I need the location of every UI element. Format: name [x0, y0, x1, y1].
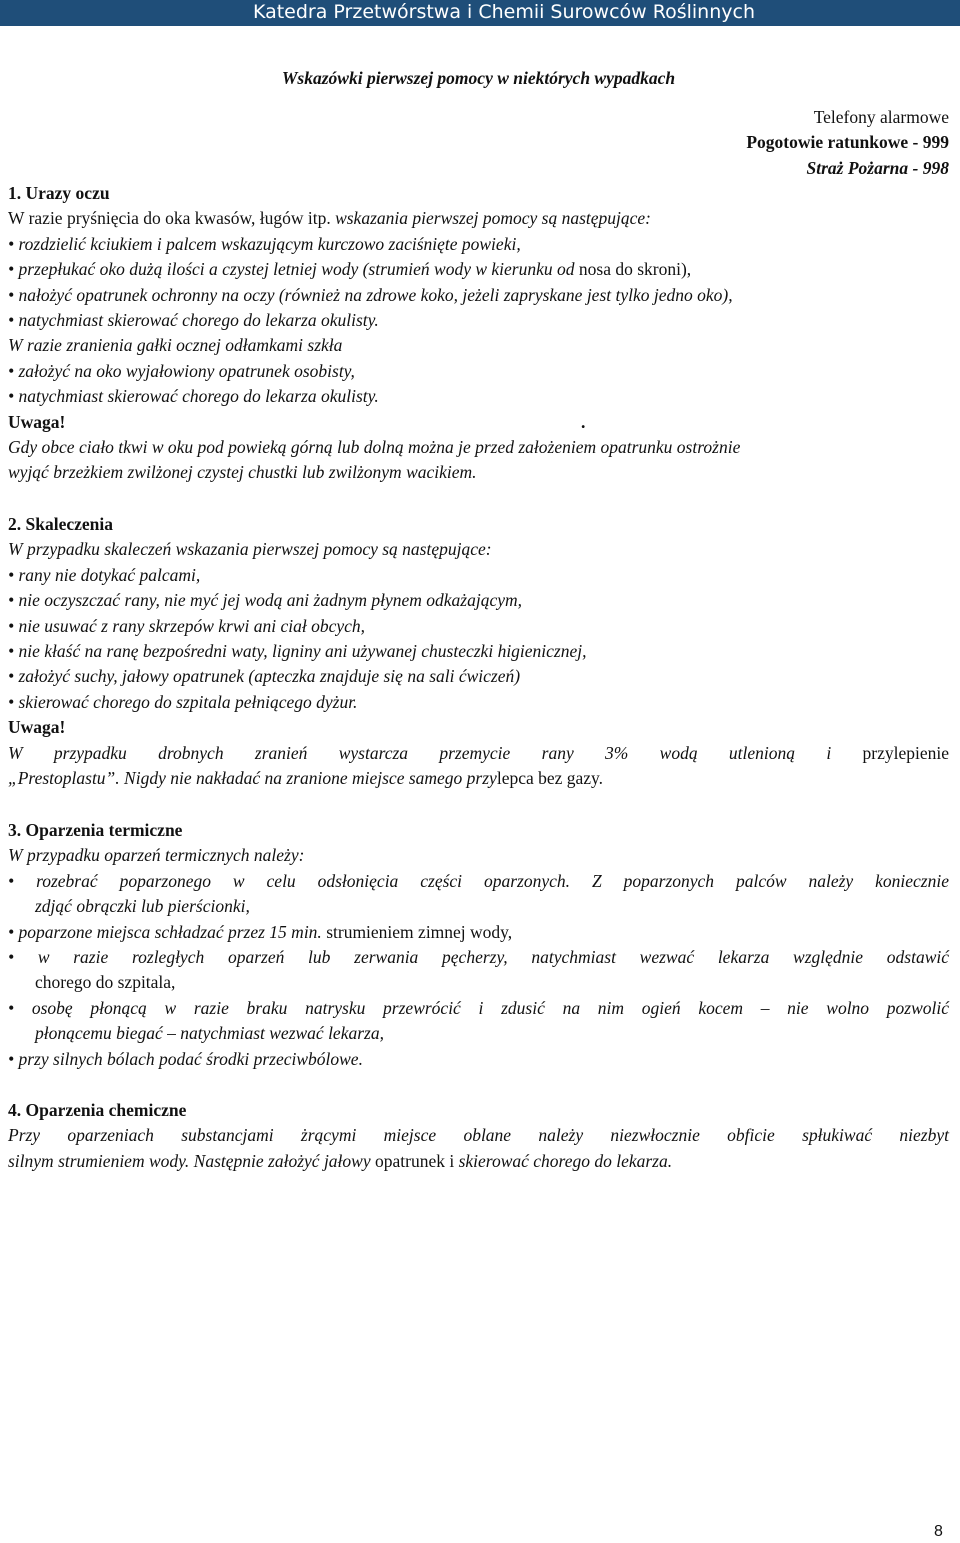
section-heading: 1. Urazy oczu — [8, 183, 110, 203]
list-item: • natychmiast skierować chorego do lekarza okulisty. — [8, 309, 379, 330]
list-item: • nie usuwać z rany skrzepów krwi ani ciał obcych, — [8, 615, 366, 636]
phone-ambulance: Pogotowie ratunkowe - 999 — [746, 132, 949, 153]
text-run: nosa do skroni), — [574, 259, 692, 280]
paragraph: Gdy obce ciało tkwi w oku pod powieką górną lub dolną można je przed założeniem opatrunku ostrożnie — [8, 436, 741, 457]
paragraph — [8, 766, 949, 791]
text-run: przylepienie — [831, 742, 950, 763]
paragraph: W razie zranienia gałki ocznej odłamkami szkła — [8, 335, 343, 356]
section-chemical-burns — [8, 1098, 949, 1174]
list-item: • natychmiast skierować chorego do lekarza okulisty. — [8, 386, 379, 407]
text-run: Uwaga! — [8, 411, 66, 432]
paragraph — [8, 206, 949, 231]
warning-label — [8, 410, 949, 435]
list-item-continuation: płonącemu biegać – natychmiast wezwać lekarza, — [35, 1023, 384, 1044]
page-header — [0, 0, 960, 26]
list-item: • założyć na oko wyjałowiony opatrunek osobisty, — [8, 360, 355, 381]
list-item: • osobę płonącą w razie braku natrysku przewrócić i zdusić na nim ogień kocem – nie wolno pozwolić — [8, 997, 949, 1018]
paragraph — [8, 741, 949, 766]
phone-fire: Straż Pożarna - 998 — [806, 157, 949, 178]
paragraph — [8, 1149, 949, 1174]
header-title: Katedra Przetwórstwa i Chemii Surowców Roślinnych — [252, 1, 755, 23]
list-item — [8, 920, 949, 945]
list-item: • przy silnych bólach podać środki przeciwbólowe. — [8, 1048, 363, 1069]
list-item: • założyć suchy, jałowy opatrunek (apteczka znajduje się na sali ćwiczeń) — [8, 666, 521, 687]
text-run: strumieniem zimnej wody, — [321, 921, 513, 942]
text-run: Skaleczenia — [21, 514, 113, 534]
paragraph: wyjąć brzeżkiem zwilżonej czystej chustki lub zwilżonym wacikiem. — [8, 462, 477, 483]
list-item-continuation: chorego do szpitala, — [35, 972, 176, 993]
list-item-continuation: zdjąć obrączki lub pierścionki, — [35, 896, 250, 917]
list-item: • nie oczyszczać rany, nie myć jej wodą ani żadnym płynem odkażającym, — [8, 590, 522, 611]
text-run: wskazania pierwszej pomocy są następujące: — [330, 208, 652, 229]
section-heading: 3. Oparzenia termiczne — [8, 820, 183, 840]
text-run: „Prestoplastu”. Nigdy nie nakładać na zranione miejsce samego przy — [8, 767, 497, 788]
phones-heading: Telefony alarmowe — [813, 107, 949, 127]
text-run: W przypadku drobnych zranień wystarcza przemycie rany 3% wodą utlenioną i — [8, 742, 832, 763]
list-item: • w razie rozległych oparzeń lub zerwania pęcherzy, natychmiast wezwać lekarza względnie odstawić — [8, 946, 949, 967]
paragraph: W przypadku skaleczeń wskazania pierwszej pomocy są następujące: — [8, 539, 492, 560]
section-cuts — [8, 512, 949, 791]
document-title: Wskazówki pierwszej pomocy w niektórych wypadkach — [281, 68, 676, 88]
paragraph: W przypadku oparzeń termicznych należy: — [8, 845, 305, 866]
text-run: skierować chorego do lekarza. — [454, 1150, 673, 1171]
text-run: • przepłukać oko dużą ilości a czystej letniej wody (strumień wody w kierunku od — [8, 259, 575, 280]
list-item: • rany nie dotykać palcami, — [8, 564, 201, 585]
text-run: • poparzone miejsca schładzać przez 15 min. — [8, 921, 322, 942]
warning-label: Uwaga! — [8, 717, 66, 738]
section-heading: 4. Oparzenia chemiczne — [8, 1100, 187, 1120]
section-eye-injuries — [8, 181, 949, 486]
section-thermal-burns — [8, 818, 949, 1072]
emergency-phones — [746, 105, 949, 181]
section-heading — [8, 512, 949, 537]
list-item: • rozebrać poparzonego w celu odsłonięcia części oparzonych. Z poparzonych palców należy koniecznie — [8, 870, 949, 891]
page-number: 8 — [934, 1523, 943, 1540]
paragraph: Przy oparzeniach substancjami żrącymi miejsce oblane należy niezwłocznie obficie spłukiwać niezbyt — [8, 1125, 949, 1146]
text-run: . — [580, 411, 586, 432]
list-item: • skierować chorego do szpitala pełniącego dyżur. — [8, 691, 358, 712]
list-item: • rozdzielić kciukiem i palcem wskazującym kurczowo zaciśnięte powieki, — [8, 233, 521, 254]
text-run: 2. — [8, 514, 22, 534]
text-run: W razie pryśnięcia do oka kwasów, ługów itp. — [8, 208, 331, 229]
text-run: lepca bez gazy. — [496, 767, 604, 788]
text-run: silnym strumieniem wody. Następnie założyć jałowy — [8, 1150, 371, 1171]
list-item: • nie kłaść na ranę bezpośredni waty, ligniny ani używanej chusteczki higienicznej, — [8, 640, 587, 661]
list-item — [8, 257, 949, 282]
text-run: opatrunek i — [370, 1150, 455, 1171]
list-item: • nałożyć opatrunek ochronny na oczy (również na zdrowe koko, jeżeli zapryskane jest tylko jedno oko), — [8, 284, 733, 305]
